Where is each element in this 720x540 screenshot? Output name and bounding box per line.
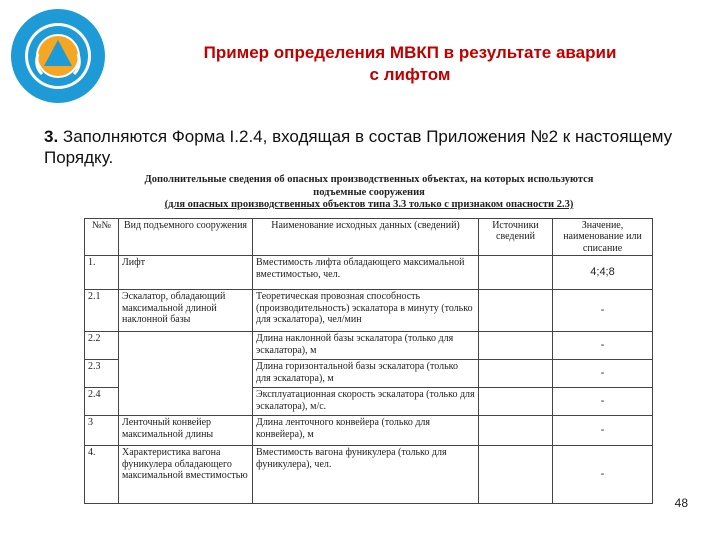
row-name: Длина ленточного конвейера (только для конвейера), м [253, 416, 479, 446]
row-value: 4;4;8 [553, 256, 653, 290]
table-row [85, 360, 653, 388]
row-type: Характеристика вагона фуникулера обладающего максимальной вместимостью [119, 446, 253, 504]
table-row [85, 256, 653, 290]
row-value: - [553, 290, 653, 332]
row-value: - [553, 446, 653, 504]
row-type [119, 388, 253, 416]
row-value: - [553, 360, 653, 388]
row-source [479, 256, 553, 290]
form-table [84, 218, 653, 505]
table-row [85, 290, 653, 332]
emergency-center-logo [8, 6, 108, 106]
row-type [119, 360, 253, 388]
row-value: - [553, 332, 653, 360]
intro-text: Заполняются Форма I.2.4, входящая в состав Приложения №2 к настоящему Порядку. [44, 127, 673, 167]
column-header: Вид подъемного сооружения [119, 218, 253, 256]
table-row [85, 332, 653, 360]
slide-title-line-2: с лифтом [369, 65, 451, 84]
column-header: Наименование исходных данных (сведений) [253, 218, 479, 256]
form-heading-line-2: подъемные сооружения [313, 186, 425, 198]
emergency-center-seal-icon [8, 6, 108, 106]
form-document-scan [84, 174, 654, 504]
table-row [85, 416, 653, 446]
row-number: 2.3 [85, 360, 119, 388]
row-type: Лифт [119, 256, 253, 290]
table-row [85, 388, 653, 416]
intro-number: 3. [44, 127, 59, 146]
intro-paragraph [44, 126, 684, 168]
row-type: Эскалатор, обладающий максимальной длиной наклонной базы [119, 290, 253, 332]
row-name: Вместимость вагона фуникулера (только для фуникулера), чел. [253, 446, 479, 504]
row-name: Вместимость лифта обладающего максимальной вместимостью, чел. [253, 256, 479, 290]
page-number: 48 [674, 496, 688, 510]
table-row [85, 446, 653, 504]
row-source [479, 388, 553, 416]
column-header: №№ [85, 218, 119, 256]
row-number: 2.1 [85, 290, 119, 332]
row-source [479, 290, 553, 332]
row-number: 4. [85, 446, 119, 504]
row-value: - [553, 388, 653, 416]
column-header: Значение, наименование или списание [553, 218, 653, 256]
row-name: Длина наклонной базы эскалатора (только для эскалатора), м [253, 332, 479, 360]
slide-title [140, 42, 680, 86]
row-name: Эксплуатационная скорость эскалатора (только для эскалатора), м/с. [253, 388, 479, 416]
row-type: Ленточный конвейер максимальной длины [119, 416, 253, 446]
row-value: - [553, 416, 653, 446]
row-source [479, 360, 553, 388]
form-heading [84, 174, 654, 212]
row-number: 1. [85, 256, 119, 290]
column-header: Источники сведений [479, 218, 553, 256]
row-name: Теоретическая провозная способность (производительность) эскалатора в минуту (только для эскалатора), чел/мин [253, 290, 479, 332]
row-source [479, 332, 553, 360]
row-number: 3 [85, 416, 119, 446]
row-type [119, 332, 253, 360]
row-number: 2.2 [85, 332, 119, 360]
form-heading-line-3: (для опасных производственных объектов типа 3.3 только с признаком опасности 2.3) [164, 199, 574, 210]
slide-title-line-1: Пример определения МВКП в результате аварии [203, 43, 617, 62]
form-heading-line-1: Дополнительные сведения об опасных производственных объектах, на которых используются [144, 174, 594, 185]
row-source [479, 416, 553, 446]
row-number: 2.4 [85, 388, 119, 416]
row-name: Длина горизонтальной базы эскалатора (только для эскалатора), м [253, 360, 479, 388]
table-header-row [85, 218, 653, 256]
row-source [479, 446, 553, 504]
